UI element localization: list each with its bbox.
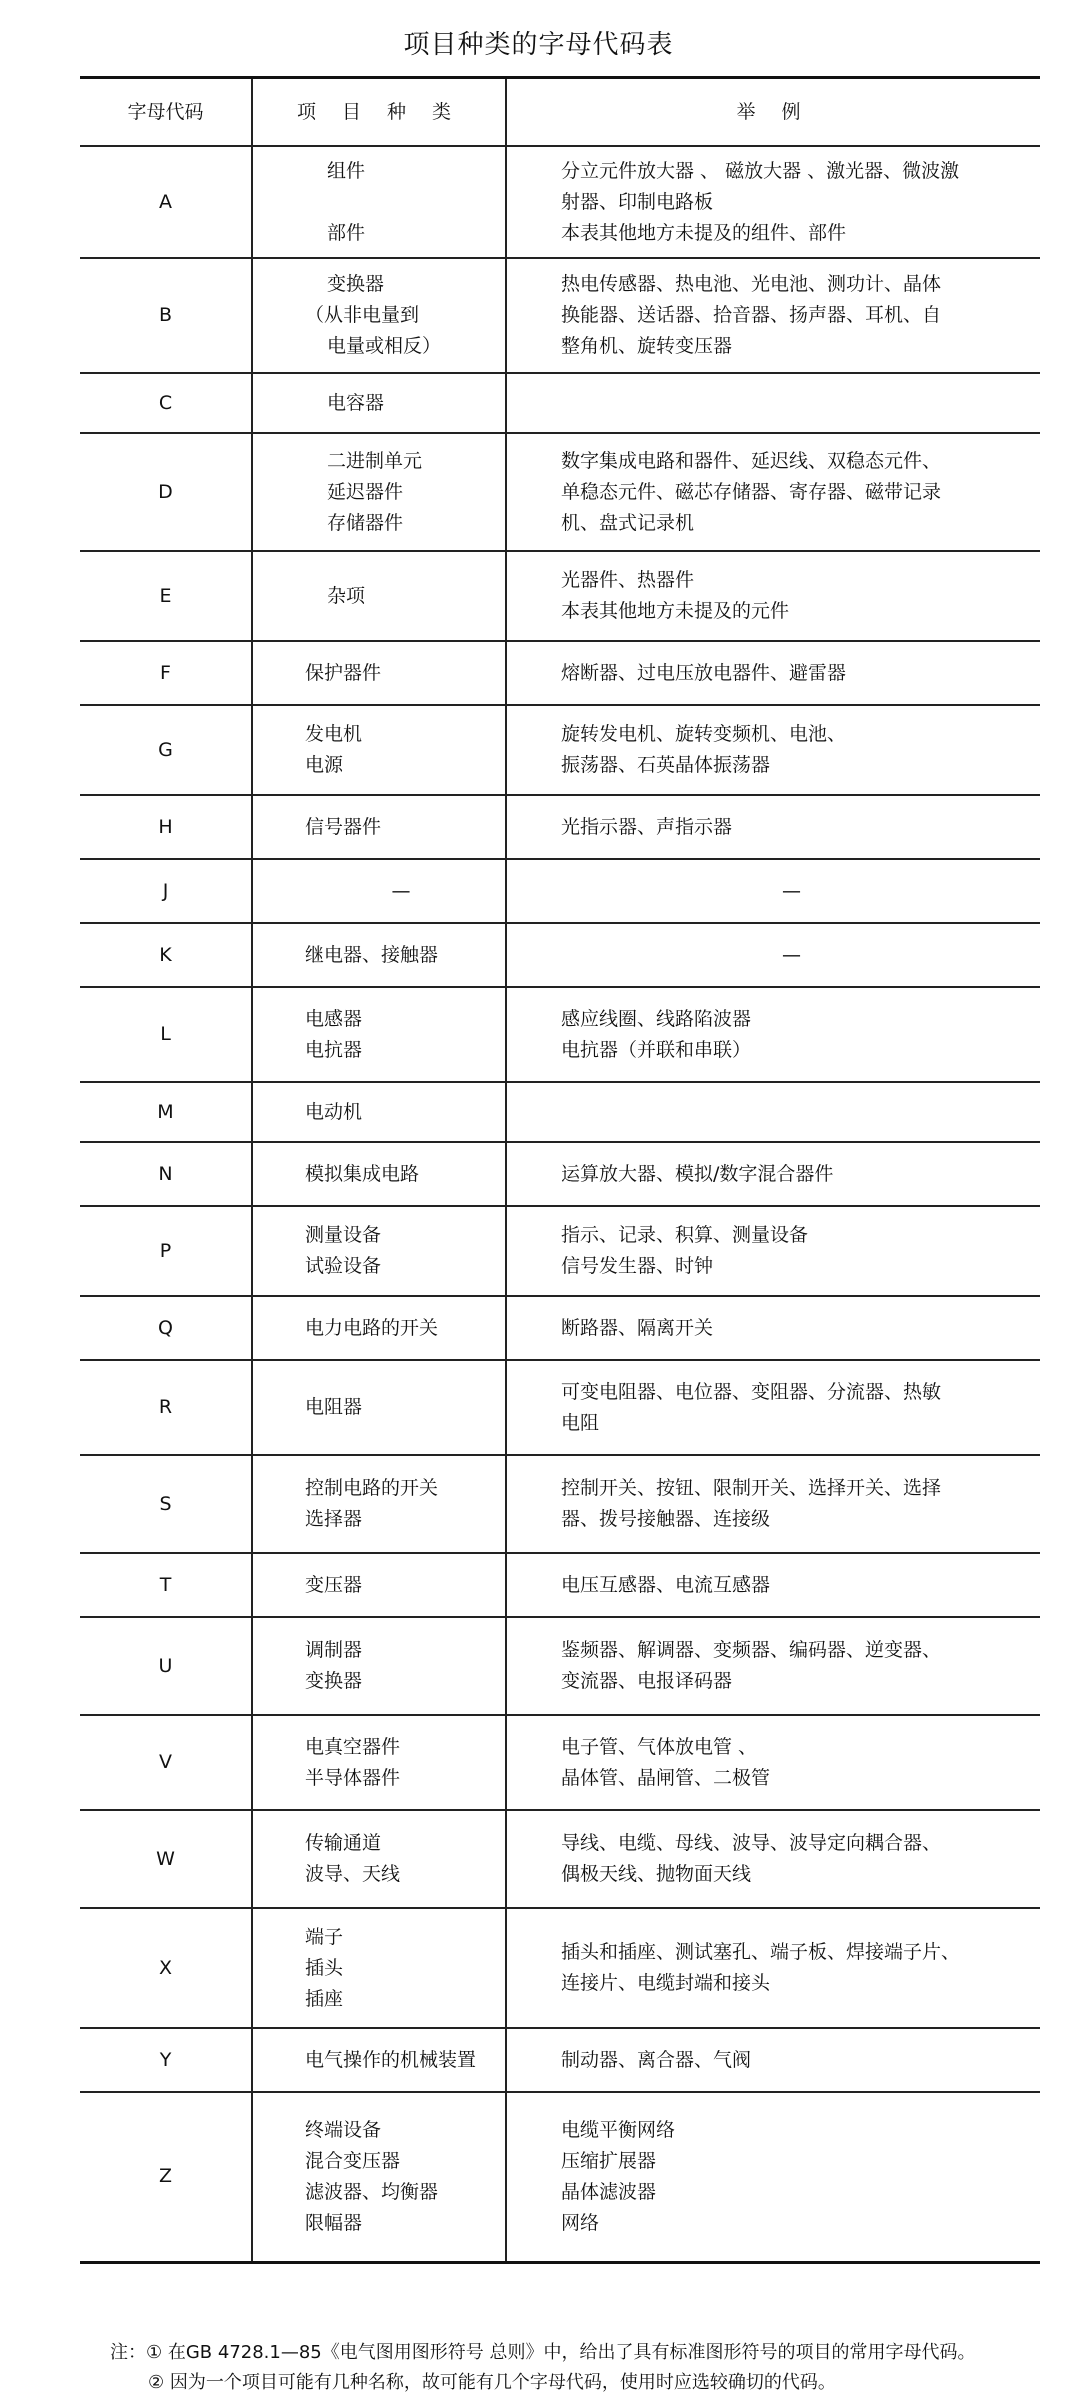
- example-cell: [506, 1810, 1040, 1908]
- letter-code: M: [157, 1100, 174, 1123]
- table-row: [80, 1296, 1040, 1360]
- item-kind-line: 模拟集成电路: [305, 1162, 420, 1185]
- item-kind-cell: [252, 795, 506, 859]
- example-cell: [506, 2028, 1040, 2092]
- example-cell: [506, 641, 1040, 705]
- table-row: [80, 1360, 1040, 1455]
- example-cell: [506, 923, 1040, 987]
- letter-code: T: [159, 1573, 172, 1596]
- table-row: [80, 433, 1040, 551]
- letter-code-table: [80, 76, 1040, 2264]
- table-row: [80, 987, 1040, 1082]
- table-row: [80, 1715, 1040, 1810]
- letter-code: U: [158, 1654, 173, 1677]
- letter-code: Z: [158, 2165, 173, 2188]
- item-kind-cell: [252, 146, 506, 258]
- example-line: 射器、印制电路板: [561, 190, 714, 213]
- example-line: 振荡器、石英晶体振荡器: [561, 754, 771, 776]
- item-kind-line: 电容器: [327, 391, 385, 414]
- table-row: [80, 1142, 1040, 1206]
- item-kind-cell: [252, 1455, 506, 1553]
- example-line: 制动器、离合器、气阀: [561, 2048, 752, 2071]
- example-line: 旋转发电机、旋转变频机、电池、: [561, 723, 847, 745]
- table-row: [80, 1810, 1040, 1908]
- item-kind-line: 电源: [305, 754, 344, 776]
- example-cell: [506, 1206, 1040, 1296]
- letter-code: B: [158, 304, 173, 326]
- example-line: 网络: [561, 2211, 600, 2234]
- item-kind-cell: [252, 641, 506, 705]
- example-line: 可变电阻器、电位器、变阻器、分流器、热敏: [561, 1380, 942, 1403]
- example-line: 电缆平衡网络: [561, 2118, 676, 2141]
- example-cell: [506, 433, 1040, 551]
- example-line: 连接片、电缆封端和接头: [561, 1972, 771, 1994]
- letter-code: W: [156, 1847, 175, 1870]
- example-line: 数字集成电路和器件、延迟线、双稳态元件、: [561, 449, 942, 472]
- example-line: 指示、记录、积算、测量设备: [561, 1224, 809, 1246]
- example-line: 整角机、旋转变压器: [561, 335, 733, 357]
- example-line: 鉴频器、解调器、变频器、编码器、逆变器、: [561, 1639, 942, 1661]
- item-kind-line: 波导、天线: [305, 1863, 401, 1885]
- example-line: —: [782, 879, 801, 902]
- example-cell: [506, 859, 1040, 923]
- table-row: [80, 1908, 1040, 2028]
- table-row: [80, 1617, 1040, 1715]
- example-cell: [506, 795, 1040, 859]
- item-kind-line: 电量或相反）: [327, 335, 442, 357]
- header-code: 字母代码: [127, 100, 204, 123]
- header-example: 举 例: [506, 78, 1040, 147]
- example-cell: [506, 987, 1040, 1082]
- example-line: 机、盘式记录机: [561, 511, 695, 534]
- item-kind-cell: [252, 1360, 506, 1455]
- example-line: 本表其他地方未提及的组件、部件: [561, 221, 847, 244]
- example-line: 电压互感器、电流互感器: [561, 1573, 771, 1596]
- item-kind-cell: [252, 258, 506, 373]
- item-kind-line: （从非电量到: [305, 304, 420, 326]
- table-row: [80, 923, 1040, 987]
- example-line: 电抗器（并联和串联）: [561, 1038, 752, 1061]
- example-line: 热电传感器、热电池、光电池、测功计、晶体: [561, 273, 942, 295]
- example-line: 信号发生器、时钟: [561, 1255, 714, 1277]
- table-row: [80, 1455, 1040, 1553]
- example-cell: [506, 1296, 1040, 1360]
- example-cell: [506, 1142, 1040, 1206]
- letter-code: J: [162, 879, 169, 902]
- item-kind-cell: [252, 433, 506, 551]
- table-row: [80, 146, 1040, 258]
- table-row: [80, 551, 1040, 641]
- item-kind-line: 继电器、接触器: [305, 943, 439, 966]
- example-cell: [506, 705, 1040, 795]
- item-kind-line: 端子: [305, 1925, 344, 1948]
- table-body: [80, 146, 1040, 2262]
- item-kind-cell: [252, 2028, 506, 2092]
- example-line: 晶体管、晶闸管、二极管: [561, 1766, 771, 1789]
- example-cell: [506, 1908, 1040, 2028]
- item-kind-line: —: [391, 879, 411, 902]
- item-kind-line: 组件: [327, 159, 366, 182]
- item-kind-cell: [252, 551, 506, 641]
- item-kind-line: 电真空器件: [305, 1735, 401, 1758]
- footnotes: [110, 2338, 1060, 2398]
- example-line: 压缩扩展器: [561, 2149, 657, 2172]
- item-kind-cell: [252, 2092, 506, 2262]
- item-kind-line: 终端设备: [305, 2118, 382, 2141]
- item-kind-line: 部件: [327, 221, 366, 244]
- table-row: [80, 258, 1040, 373]
- example-cell: [506, 1715, 1040, 1810]
- table-row: [80, 373, 1040, 433]
- letter-code: Y: [159, 2048, 172, 2071]
- example-cell: [506, 1617, 1040, 1715]
- example-line: —: [782, 943, 801, 966]
- table-row: [80, 1206, 1040, 1296]
- example-line: 控制开关、按钮、限制开关、选择开关、选择: [561, 1477, 942, 1499]
- letter-code: Q: [158, 1316, 173, 1339]
- item-kind-line: 试验设备: [305, 1255, 382, 1277]
- item-kind-cell: [252, 1082, 506, 1142]
- example-cell: [506, 1082, 1040, 1142]
- item-kind-line: 电气操作的机械装置: [305, 2048, 477, 2071]
- item-kind-line: 插座: [305, 1987, 344, 2010]
- example-line: 断路器、隔离开关: [561, 1316, 714, 1339]
- example-line: 光指示器、声指示器: [561, 815, 733, 838]
- letter-code: C: [158, 391, 173, 414]
- item-kind-line: 保护器件: [305, 661, 382, 684]
- example-line: 熔断器、过电压放电器件、避雷器: [561, 661, 847, 684]
- example-cell: [506, 1455, 1040, 1553]
- example-line: 导线、电缆、母线、波导、波导定向耦合器、: [561, 1832, 942, 1854]
- item-kind-line: 电力电路的开关: [305, 1316, 439, 1339]
- letter-code: F: [160, 661, 171, 684]
- item-kind-line: 电感器: [305, 1007, 363, 1030]
- table-row: [80, 1082, 1040, 1142]
- table-row: [80, 2092, 1040, 2262]
- item-kind-line: 混合变压器: [305, 2149, 401, 2172]
- letter-code: N: [158, 1162, 173, 1185]
- letter-code: E: [159, 584, 172, 607]
- item-kind-line: 限幅器: [305, 2211, 363, 2234]
- footnote-1: 注：① 在GB 4728.1—85《电气图用图形符号 总则》中，给出了具有标准图形符号的项目的常用字母代码。: [110, 2342, 976, 2363]
- header-row: [80, 78, 1040, 147]
- item-kind-cell: [252, 1810, 506, 1908]
- item-kind-line: 变换器: [327, 273, 385, 295]
- item-kind-line: 电阻器: [305, 1396, 363, 1418]
- letter-code: V: [159, 1751, 172, 1773]
- example-cell: [506, 551, 1040, 641]
- letter-code: L: [160, 1023, 171, 1045]
- item-kind-line: 传输通道: [305, 1832, 382, 1854]
- example-cell: [506, 373, 1040, 433]
- item-kind-line: 滤波器、均衡器: [305, 2180, 439, 2203]
- item-kind-cell: [252, 1553, 506, 1617]
- example-line: 电阻: [561, 1411, 600, 1434]
- item-kind-line: 电动机: [305, 1100, 363, 1123]
- item-kind-cell: [252, 1142, 506, 1206]
- item-kind-line: 变换器: [305, 1670, 363, 1692]
- example-cell: [506, 2092, 1040, 2262]
- item-kind-line: 电抗器: [305, 1038, 363, 1061]
- table-row: [80, 2028, 1040, 2092]
- item-kind-line: 控制电路的开关: [305, 1477, 439, 1499]
- letter-code: S: [159, 1492, 172, 1515]
- item-kind-cell: [252, 1908, 506, 2028]
- example-line: 运算放大器、模拟/数字混合器件: [561, 1162, 834, 1185]
- table-row: [80, 859, 1040, 923]
- letter-code: H: [158, 815, 173, 838]
- table-row: [80, 641, 1040, 705]
- item-kind-cell: [252, 1206, 506, 1296]
- example-line: 偶极天线、抛物面天线: [561, 1863, 752, 1885]
- example-cell: [506, 258, 1040, 373]
- item-kind-cell: [252, 1715, 506, 1810]
- example-cell: [506, 1360, 1040, 1455]
- example-line: 单稳态元件、磁芯存储器、寄存器、磁带记录: [561, 480, 942, 503]
- item-kind-cell: [252, 1296, 506, 1360]
- item-kind-line: 变压器: [305, 1573, 363, 1596]
- item-kind-line: 选择器: [305, 1508, 363, 1530]
- item-kind-line: 延迟器件: [327, 480, 404, 503]
- item-kind-line: [305, 187, 497, 218]
- header-kind: 项 目 种 类: [252, 78, 506, 147]
- example-line: 分立元件放大器 、 磁放大器 、激光器、微波激: [561, 159, 960, 182]
- item-kind-cell: [252, 923, 506, 987]
- item-kind-line: 半导体器件: [305, 1766, 401, 1789]
- example-line: 器、拨号接触器、连接级: [561, 1508, 771, 1530]
- item-kind-cell: [252, 987, 506, 1082]
- example-cell: [506, 146, 1040, 258]
- item-kind-line: 插头: [305, 1956, 344, 1979]
- item-kind-line: 信号器件: [305, 815, 382, 838]
- example-line: 插头和插座、测试塞孔、端子板、焊接端子片、: [561, 1941, 961, 1963]
- table-row: [80, 795, 1040, 859]
- item-kind-line: 二进制单元: [327, 449, 423, 472]
- letter-code: D: [158, 480, 173, 503]
- table-row: [80, 1553, 1040, 1617]
- letter-code: P: [159, 1239, 172, 1262]
- item-kind-cell: [252, 705, 506, 795]
- letter-code: R: [158, 1396, 173, 1418]
- item-kind-cell: [252, 1617, 506, 1715]
- example-cell: [506, 1553, 1040, 1617]
- example-line: 光器件、热器件: [561, 569, 695, 591]
- item-kind-line: 发电机: [305, 723, 363, 745]
- item-kind-line: 存储器件: [327, 511, 404, 534]
- example-line: 变流器、电报译码器: [561, 1670, 733, 1692]
- letter-code: A: [159, 190, 172, 213]
- item-kind-cell: [252, 373, 506, 433]
- example-line: 晶体滤波器: [561, 2180, 657, 2203]
- item-kind-line: 杂项: [327, 584, 366, 607]
- letter-code: G: [158, 738, 173, 761]
- letter-code: X: [158, 1956, 173, 1979]
- table-row: [80, 705, 1040, 795]
- example-line: 电子管、气体放电管 、: [561, 1735, 758, 1758]
- example-line: 感应线圈、线路陷波器: [561, 1007, 752, 1030]
- example-line: 换能器、送话器、拾音器、扬声器、耳机、自: [561, 304, 942, 326]
- footnote-2: ② 因为一个项目可能有几种名称，故可能有几个字母代码，使用时应选较确切的代码。: [148, 2372, 836, 2393]
- item-kind-cell: [252, 859, 506, 923]
- letter-code: K: [159, 943, 172, 966]
- item-kind-line: 测量设备: [305, 1224, 382, 1246]
- example-line: 本表其他地方未提及的元件: [561, 600, 790, 622]
- table-title: 项目种类的字母代码表: [403, 30, 674, 60]
- item-kind-line: 调制器: [305, 1639, 363, 1661]
